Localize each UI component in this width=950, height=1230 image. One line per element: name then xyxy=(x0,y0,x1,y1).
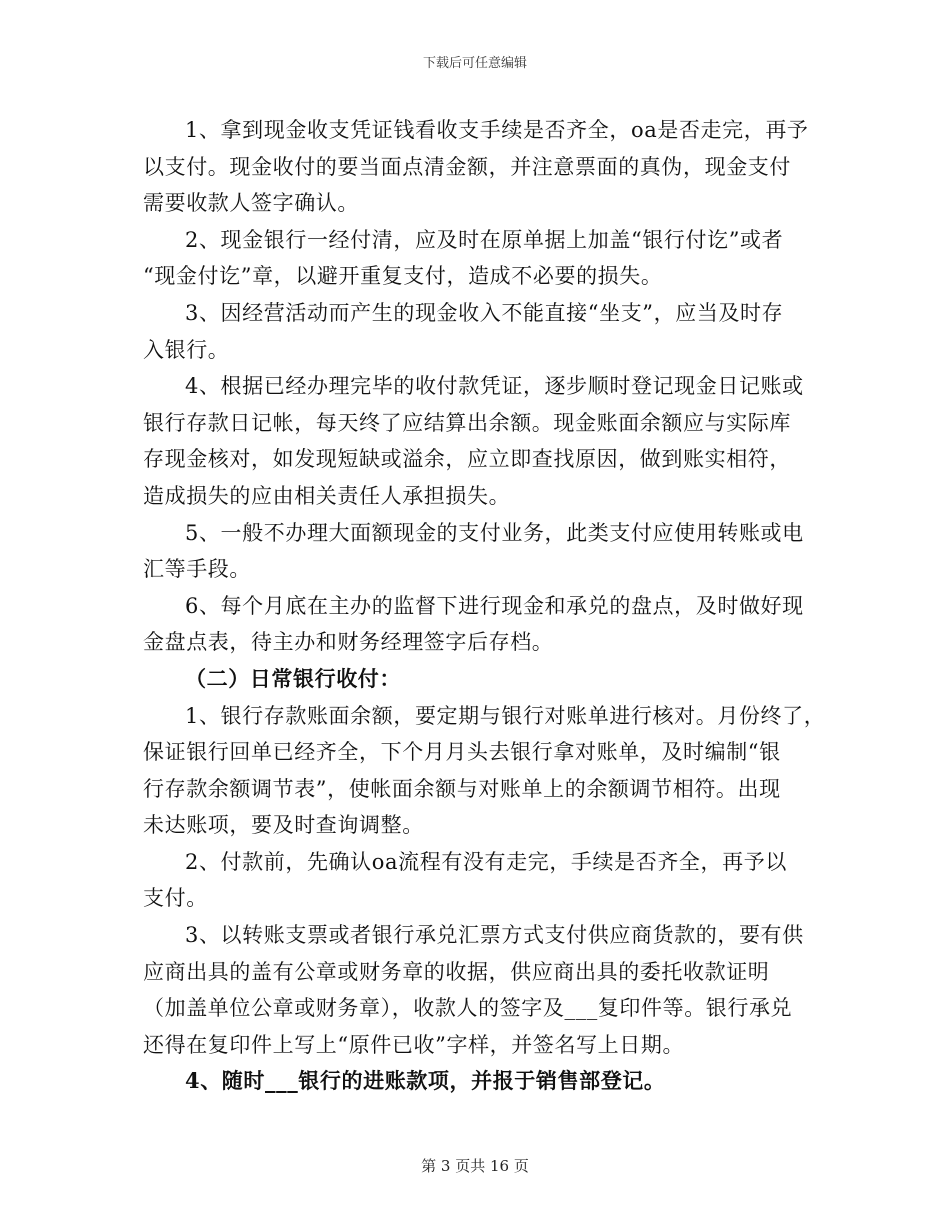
paragraph-line: “现金付讫”章，以避开重复支付，造成不必要的损失。 xyxy=(143,264,663,289)
document-body xyxy=(143,112,826,1100)
section-heading-line: 4、随时___银行的进账款项，并报于销售部登记。 xyxy=(185,1068,666,1094)
paragraph-line: 3、因经营活动而产生的现金收入不能直接“坐支”，应当及时存 xyxy=(185,300,784,325)
paragraph-line: 3、以转账支票或者银行承兑汇票方式支付供应商货款的，要有供 xyxy=(185,923,804,948)
paragraph-line: 汇等手段。 xyxy=(143,557,251,582)
paragraph-line: 4、根据已经办理完毕的收付款凭证，逐步顺时登记现金日记账或 xyxy=(185,374,804,399)
paragraph-line: 2、付款前，先确认oa流程有没有走完，手续是否齐全，再予以 xyxy=(185,849,787,874)
paragraph-line: 2、现金银行一经付清，应及时在原单据上加盖“银行付讫”或者 xyxy=(185,227,784,252)
paragraph-line: 5、一般不办理大面额现金的支付业务，此类支付应使用转账或电 xyxy=(185,520,804,545)
paragraph-line: 1、银行存款账面余额，要定期与银行对账单进行核对。月份终了， xyxy=(185,703,826,728)
paragraph-line: 1、拿到现金收支凭证钱看收支手续是否齐全，oa是否走完，再予 xyxy=(185,118,809,142)
paragraph-line: 未达账项，要及时查询调整。 xyxy=(143,813,424,838)
paragraph-line: 支付。 xyxy=(143,886,208,911)
paragraph-line: 银行存款日记帐，每天终了应结算出余额。现金账面余额应与实际库 xyxy=(143,410,791,435)
paragraph-line: 存现金核对，如发现短缺或溢余，应立即查找原因，做到账实相符， xyxy=(143,447,791,472)
paragraph-line: 还得在复印件上写上“原件已收”字样，并签名写上日期。 xyxy=(143,1032,685,1057)
paragraph-line: 造成损失的应由相关责任人承担损失。 xyxy=(143,483,511,508)
paragraph-line: 6、每个月底在主办的监督下进行现金和承兑的盘点，及时做好现 xyxy=(185,593,804,618)
section-heading-line: （二）日常银行收付： xyxy=(185,665,401,691)
page-header: 下载后可任意编辑 xyxy=(422,56,527,71)
paragraph-line: 需要收款人签字确认。 xyxy=(143,191,359,216)
paragraph-line: 以支付。现金收付的要当面点清金额，并注意票面的真伪，现金支付 xyxy=(143,154,791,179)
paragraph-line: 应商出具的盖有公章或财务章的收据，供应商出具的委托收款证明 xyxy=(143,959,770,984)
paragraph-line: （加盖单位公章或财务章），收款人的签字及___复印件等。银行承兑 xyxy=(143,996,793,1021)
page-footer: 第 3 页共 16 页 xyxy=(421,1157,529,1175)
paragraph-line: 保证银行回单已经齐全，下个月月头去银行拿对账单，及时编制“银 xyxy=(143,740,781,765)
paragraph-line: 行存款余额调节表”，使帐面余额与对账单上的余额调节相符。出现 xyxy=(143,776,781,801)
paragraph-line: 金盘点表，待主办和财务经理签字后存档。 xyxy=(143,630,554,655)
paragraph-line: 入银行。 xyxy=(143,337,230,362)
